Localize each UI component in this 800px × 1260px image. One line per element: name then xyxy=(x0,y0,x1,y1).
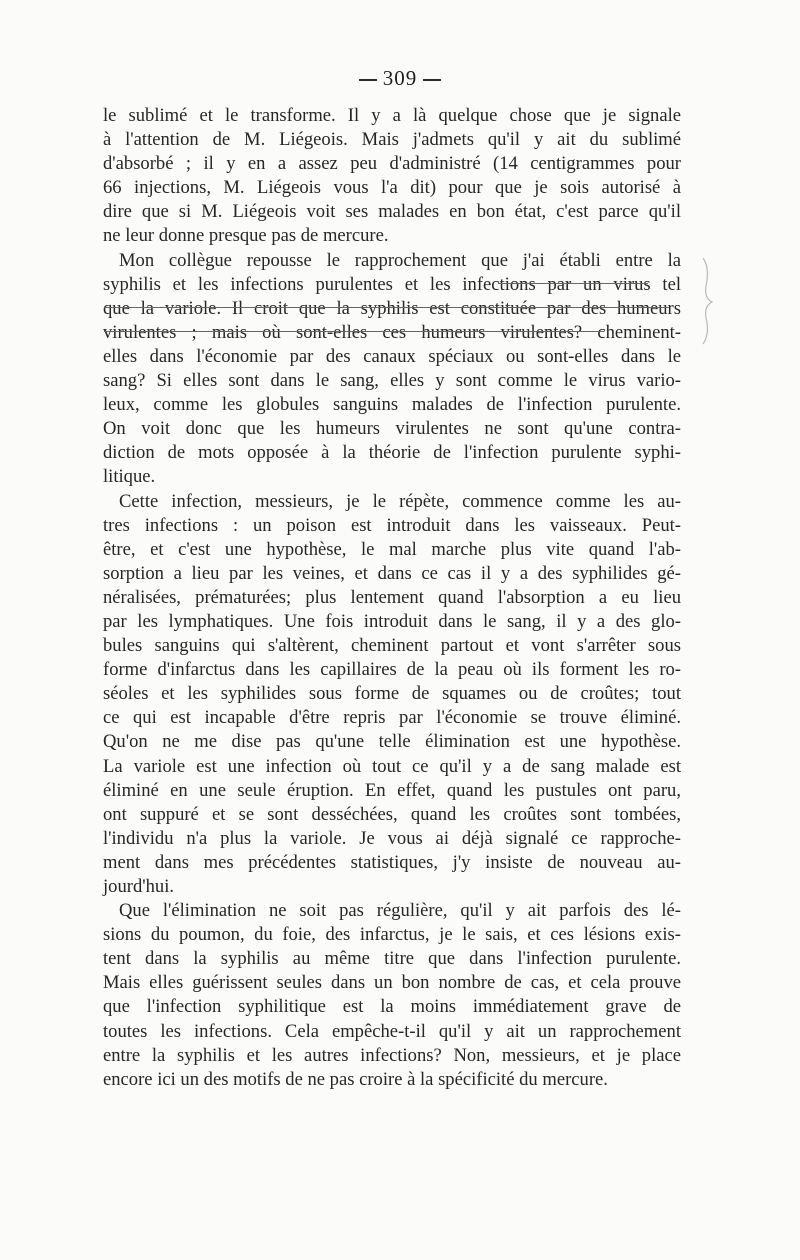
text-line: Mais elles guérissent seules dans un bon nombre de cas, et cela prouve xyxy=(103,972,681,994)
margin-brace-mark xyxy=(700,256,716,346)
text-line: ce qui est incapable d'être repris par l'économie se trouve éliminé. xyxy=(103,707,681,729)
text-line: diction de mots opposée à la théorie de l'infection purulente syphi- xyxy=(103,442,681,464)
text-line: virulentes ; mais où sont-elles ces humeurs virulentes? cheminent- xyxy=(103,321,681,343)
text-line: par les lymphatiques. Une fois introduit dans le sang, il y a des glo- xyxy=(103,610,681,632)
text-line: jourd'hui. xyxy=(103,876,175,897)
text-line: forme d'infarctus dans les capillaires de la peau où ils forment les ro- xyxy=(103,659,681,681)
body-text xyxy=(103,104,681,1092)
text-line: Que l'élimination ne soit pas régulière, qu'il y ait parfois des lé- xyxy=(119,900,681,922)
text-line: leux, comme les globules sanguins malades de l'infection purulente. xyxy=(103,394,681,416)
text-line: que la variole. Il croit que la syphilis est constituée par des humeurs xyxy=(103,297,681,319)
page-number-dash-right xyxy=(423,79,441,81)
text-line: à l'attention de M. Liégeois. Mais j'admets qu'il y ait du sublimé xyxy=(103,129,681,151)
text-line: tres infections : un poison est introduit dans les vaisseaux. Peut- xyxy=(103,514,681,536)
text-line: Cette infection, messieurs, je le répète, commence comme les au- xyxy=(119,490,681,512)
text-line: être, et c'est une hypothèse, le mal marche plus vite quand l'ab- xyxy=(103,538,681,560)
text-line: l'individu n'a plus la variole. Je vous ai déjà signalé ce rapproche- xyxy=(103,827,681,849)
text-line: sions du poumon, du foie, des infarctus, je le sais, et ces lésions exis- xyxy=(103,924,681,946)
text-line: ont suppuré et se sont desséchées, quand les croûtes sont tombées, xyxy=(103,803,681,825)
text-line: que l'infection syphilitique est la moins immédiatement grave de xyxy=(103,996,681,1018)
text-line: sorption a lieu par les veines, et dans ce cas il y a des syphilides gé- xyxy=(103,562,681,584)
text-line: ment dans mes précédentes statistiques, j'y insiste de nouveau au- xyxy=(103,851,681,873)
text-line: toutes les infections. Cela empêche-t-il qu'il y ait un rapprochement xyxy=(103,1020,681,1042)
text-line: éliminé en une seule éruption. En effet, quand les pustules ont paru, xyxy=(103,779,681,801)
text-line: séoles et les syphilides sous forme de squames ou de croûtes; tout xyxy=(103,683,681,705)
text-line: entre la syphilis et les autres infections? Non, messieurs, et je place xyxy=(103,1044,681,1066)
text-line: Qu'on ne me dise pas qu'une telle élimination est une hypothèse. xyxy=(103,731,681,753)
pencil-underline xyxy=(498,283,648,284)
pencil-underline xyxy=(104,307,669,308)
paragraph xyxy=(103,249,681,490)
text-line: d'absorbé ; il y en a assez peu d'administré (14 centigrammes pour xyxy=(103,153,681,175)
text-line: dire que si M. Liégeois voit ses malades en bon état, c'est parce qu'il xyxy=(103,201,681,223)
paragraph xyxy=(103,104,681,249)
text-line: La variole est une infection où tout ce qu'il y a de sang malade est xyxy=(103,755,681,777)
pencil-underline xyxy=(104,331,604,332)
text-line: tent dans la syphilis au même titre que dans l'infection purulente. xyxy=(103,948,681,970)
text-line: sang? Si elles sont dans le sang, elles y sont comme le virus vario- xyxy=(103,370,681,392)
page-number-dash-left xyxy=(359,79,377,81)
text-line: 66 injections, M. Liégeois vous l'a dit) pour que je sois autorisé à xyxy=(103,177,681,199)
page-number-value: 309 xyxy=(382,66,418,90)
text-line: encore ici un des motifs de ne pas croire à la spécificité du mercure. xyxy=(103,1068,608,1090)
text-line: bules sanguins qui s'altèrent, cheminent partout et vont s'arrêter sous xyxy=(103,635,681,657)
text-line: Mon collègue repousse le rapprochement que j'ai établi entre la xyxy=(119,249,681,271)
paragraph xyxy=(103,490,681,900)
page-number xyxy=(0,66,800,91)
text-line: le sublimé et le transforme. Il y a là quelque chose que je signale xyxy=(103,105,681,126)
text-line: ne leur donne presque pas de mercure. xyxy=(103,225,389,247)
text-line: néralisées, prématurées; plus lentement quand l'absorption a eu lieu xyxy=(103,586,681,608)
text-line: On voit donc que les humeurs virulentes ne sont qu'une contra- xyxy=(103,418,681,440)
text-line: litique. xyxy=(103,466,156,488)
text-line: syphilis et les infections purulentes et les infections par un virus tel xyxy=(103,273,681,295)
paragraph xyxy=(103,899,681,1092)
text-line: elles dans l'économie par des canaux spéciaux ou sont-elles dans le xyxy=(103,345,681,367)
